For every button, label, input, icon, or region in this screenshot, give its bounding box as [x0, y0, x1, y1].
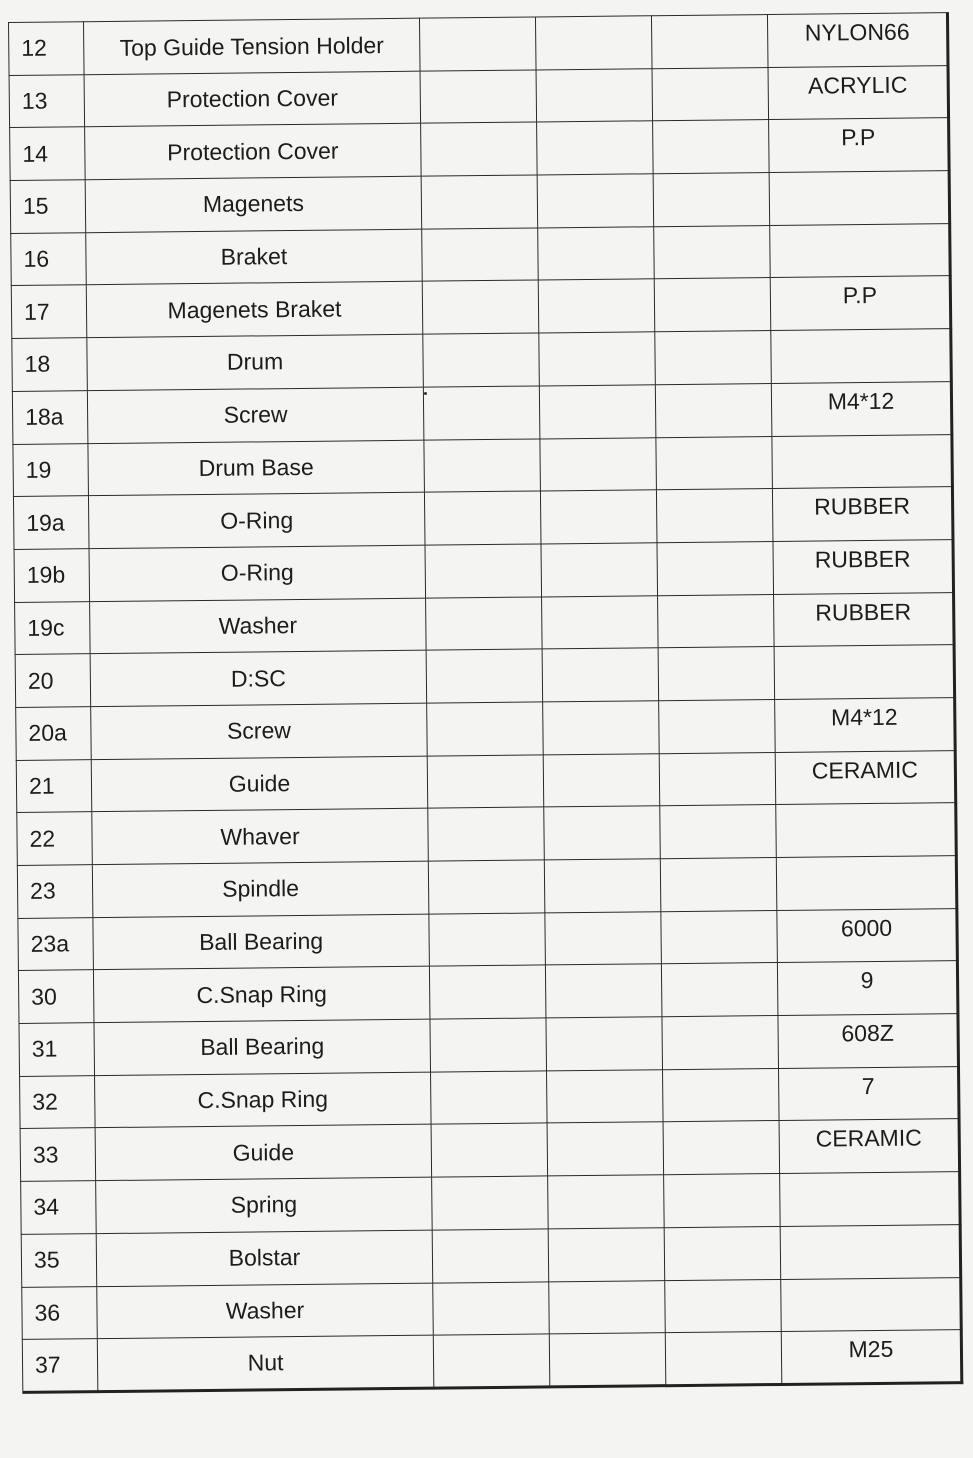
- empty-cell: [432, 1229, 549, 1283]
- empty-cell: [432, 1176, 549, 1230]
- empty-cell: [426, 597, 543, 651]
- part-name-cell: Washer: [90, 598, 427, 654]
- part-name-cell: C.Snap Ring: [93, 967, 430, 1023]
- part-number-cell: 21: [16, 759, 92, 812]
- part-name-cell: Whaver: [92, 808, 429, 864]
- material-cell: [769, 171, 950, 226]
- table-row: [10, 118, 950, 181]
- empty-cell: [542, 648, 659, 702]
- empty-cell: [651, 15, 768, 69]
- empty-cell: [540, 490, 657, 544]
- part-name-cell: Ball Bearing: [94, 1019, 431, 1075]
- empty-cell: [428, 860, 545, 914]
- table-row: [10, 171, 950, 234]
- empty-cell: [654, 225, 771, 279]
- empty-cell: [547, 1122, 664, 1176]
- part-number-cell: 36: [22, 1286, 98, 1339]
- empty-cell: [660, 858, 777, 912]
- table-row: [16, 750, 956, 813]
- empty-cell: [661, 963, 778, 1017]
- part-name-cell: Spring: [96, 1177, 433, 1233]
- empty-cell: [426, 649, 543, 703]
- empty-cell: [540, 437, 657, 491]
- empty-cell: [654, 278, 771, 332]
- table-row: [14, 540, 954, 603]
- material-cell: [772, 434, 953, 489]
- part-name-cell: Drum: [87, 334, 424, 390]
- part-number-cell: 19b: [14, 549, 90, 602]
- empty-cell: [664, 1174, 781, 1228]
- empty-cell: [423, 386, 540, 440]
- part-number-cell: 19c: [15, 601, 91, 654]
- part-number-cell: 20a: [16, 707, 92, 760]
- empty-cell: [419, 17, 536, 71]
- empty-cell: [433, 1281, 550, 1335]
- empty-cell: [428, 807, 545, 861]
- parts-table: [8, 12, 963, 1394]
- material-cell: [780, 1224, 961, 1279]
- material-cell: RUBBER: [774, 592, 955, 647]
- empty-cell: [548, 1175, 665, 1229]
- material-cell: M4*12: [775, 698, 956, 753]
- material-cell: P.P: [769, 118, 950, 173]
- empty-cell: [656, 489, 773, 543]
- empty-cell: [663, 1068, 780, 1122]
- empty-cell: [433, 1334, 550, 1388]
- part-name-cell: C.Snap Ring: [95, 1072, 432, 1128]
- material-cell: 608Z: [778, 1014, 959, 1069]
- part-name-cell: Guide: [95, 1125, 432, 1181]
- table-row: [18, 961, 958, 1024]
- part-number-cell: 35: [21, 1233, 97, 1286]
- part-name-cell: Bolstar: [96, 1230, 433, 1286]
- material-cell: [770, 223, 951, 278]
- empty-cell: [665, 1279, 782, 1333]
- material-cell: [776, 856, 957, 911]
- table-row: [11, 223, 951, 286]
- parts-table-body: [9, 13, 962, 1393]
- empty-cell: [421, 122, 538, 176]
- empty-cell: [655, 383, 772, 437]
- part-number-cell: 31: [19, 1023, 95, 1076]
- part-number-cell: 12: [9, 22, 85, 75]
- table-row: [20, 1119, 960, 1182]
- part-name-cell: Magenets Braket: [86, 282, 423, 338]
- material-cell: M4*12: [771, 381, 952, 436]
- empty-cell: [429, 965, 546, 1019]
- part-name-cell: D:SC: [90, 650, 427, 706]
- part-name-cell: O-Ring: [89, 545, 426, 601]
- empty-cell: [537, 121, 654, 175]
- material-cell: M25: [781, 1330, 962, 1385]
- material-cell: P.P: [770, 276, 951, 331]
- table-row: [19, 1014, 959, 1077]
- material-cell: CERAMIC: [775, 750, 956, 805]
- empty-cell: [544, 806, 661, 860]
- empty-cell: [549, 1333, 666, 1387]
- empty-cell: [655, 331, 772, 385]
- part-name-cell: Ball Bearing: [93, 914, 430, 970]
- part-name-cell: Guide: [91, 756, 428, 812]
- part-name-cell: Spindle: [92, 861, 429, 917]
- part-name-cell: Drum Base: [88, 440, 425, 496]
- part-name-cell: Nut: [97, 1335, 434, 1391]
- part-number-cell: 37: [22, 1339, 98, 1392]
- material-cell: RUBBER: [772, 487, 953, 542]
- part-name-cell: Top Guide Tension Holder: [84, 18, 421, 74]
- part-name-cell: Screw: [87, 387, 424, 443]
- part-number-cell: 23a: [18, 917, 94, 970]
- empty-cell: [663, 1121, 780, 1175]
- empty-cell: [548, 1228, 665, 1282]
- empty-cell: [539, 332, 656, 386]
- material-cell: [781, 1277, 962, 1332]
- table-row: [9, 13, 949, 76]
- empty-cell: [427, 702, 544, 756]
- empty-cell: [425, 544, 542, 598]
- empty-cell: [549, 1280, 666, 1334]
- empty-cell: [665, 1332, 782, 1386]
- empty-cell: [542, 595, 659, 649]
- part-number-cell: 33: [20, 1128, 96, 1181]
- part-number-cell: 19: [13, 443, 89, 496]
- table-row: [21, 1172, 961, 1235]
- table-row: [12, 329, 952, 392]
- part-number-cell: 18a: [12, 391, 88, 444]
- empty-cell: [431, 1123, 548, 1177]
- part-number-cell: 23: [17, 865, 93, 918]
- table-row: [11, 276, 951, 339]
- material-cell: [771, 329, 952, 384]
- empty-cell: [660, 805, 777, 859]
- table-row: [17, 856, 957, 919]
- empty-cell: [541, 543, 658, 597]
- material-cell: ACRYLIC: [768, 65, 949, 120]
- empty-cell: [538, 279, 655, 333]
- table-row: [15, 645, 955, 708]
- table-row: [18, 908, 958, 971]
- part-name-cell: Protection Cover: [85, 124, 422, 180]
- empty-cell: [546, 1017, 663, 1071]
- table-row: [20, 1066, 960, 1129]
- part-number-cell: 17: [11, 285, 87, 338]
- empty-cell: [423, 333, 540, 387]
- part-number-cell: 13: [9, 74, 85, 127]
- empty-cell: [662, 1016, 779, 1070]
- part-number-cell: 32: [20, 1075, 96, 1128]
- material-cell: NYLON66: [767, 13, 948, 68]
- material-cell: 9: [777, 961, 958, 1016]
- empty-cell: [427, 755, 544, 809]
- part-name-cell: O-Ring: [88, 492, 425, 548]
- empty-cell: [539, 385, 656, 439]
- empty-cell: [657, 541, 774, 595]
- part-number-cell: 19a: [13, 496, 89, 549]
- empty-cell: [431, 1071, 548, 1125]
- empty-cell: [536, 68, 653, 122]
- part-number-cell: 15: [10, 180, 86, 233]
- empty-cell: [535, 16, 652, 70]
- empty-cell: [538, 226, 655, 280]
- table-row: [22, 1330, 962, 1393]
- empty-cell: [543, 753, 660, 807]
- material-cell: [776, 803, 957, 858]
- empty-cell: [543, 701, 660, 755]
- part-name-cell: Screw: [91, 703, 428, 759]
- empty-cell: [421, 175, 538, 229]
- table-row: [21, 1224, 961, 1287]
- material-cell: CERAMIC: [779, 1119, 960, 1174]
- empty-cell: [659, 699, 776, 753]
- empty-cell: [545, 964, 662, 1018]
- part-name-cell: Braket: [86, 229, 423, 285]
- part-number-cell: 18: [12, 338, 88, 391]
- empty-cell: [653, 120, 770, 174]
- empty-cell: [656, 436, 773, 490]
- empty-cell: [653, 173, 770, 227]
- material-cell: [780, 1172, 961, 1227]
- empty-cell: [547, 1069, 664, 1123]
- empty-cell: [545, 911, 662, 965]
- empty-cell: [424, 438, 541, 492]
- empty-cell: [664, 1226, 781, 1280]
- empty-cell: [420, 70, 537, 124]
- empty-cell: [430, 1018, 547, 1072]
- part-number-cell: 22: [17, 812, 93, 865]
- stray-mark: [424, 392, 427, 395]
- empty-cell: [544, 859, 661, 913]
- table-row: [17, 803, 957, 866]
- table-row: [22, 1277, 962, 1340]
- material-cell: 6000: [777, 908, 958, 963]
- part-name-cell: Washer: [97, 1283, 434, 1339]
- part-number-cell: 34: [21, 1181, 97, 1234]
- empty-cell: [659, 752, 776, 806]
- material-cell: [774, 645, 955, 700]
- table-row: [16, 698, 956, 761]
- empty-cell: [422, 228, 539, 282]
- part-number-cell: 16: [11, 232, 87, 285]
- material-cell: RUBBER: [773, 540, 954, 595]
- table-row: [13, 434, 953, 497]
- empty-cell: [424, 491, 541, 545]
- table-row: [9, 65, 949, 128]
- part-number-cell: 20: [15, 654, 91, 707]
- part-name-cell: Protection Cover: [84, 71, 421, 127]
- empty-cell: [652, 67, 769, 121]
- empty-cell: [422, 280, 539, 334]
- empty-cell: [658, 647, 775, 701]
- table-row: [13, 487, 953, 550]
- table-row: [12, 381, 952, 444]
- table-row: [15, 592, 955, 655]
- empty-cell: [429, 913, 546, 967]
- material-cell: 7: [778, 1066, 959, 1121]
- part-number-cell: 30: [18, 970, 94, 1023]
- part-name-cell: Magenets: [85, 176, 422, 232]
- part-number-cell: 14: [10, 127, 86, 180]
- empty-cell: [537, 174, 654, 228]
- empty-cell: [658, 594, 775, 648]
- empty-cell: [661, 910, 778, 964]
